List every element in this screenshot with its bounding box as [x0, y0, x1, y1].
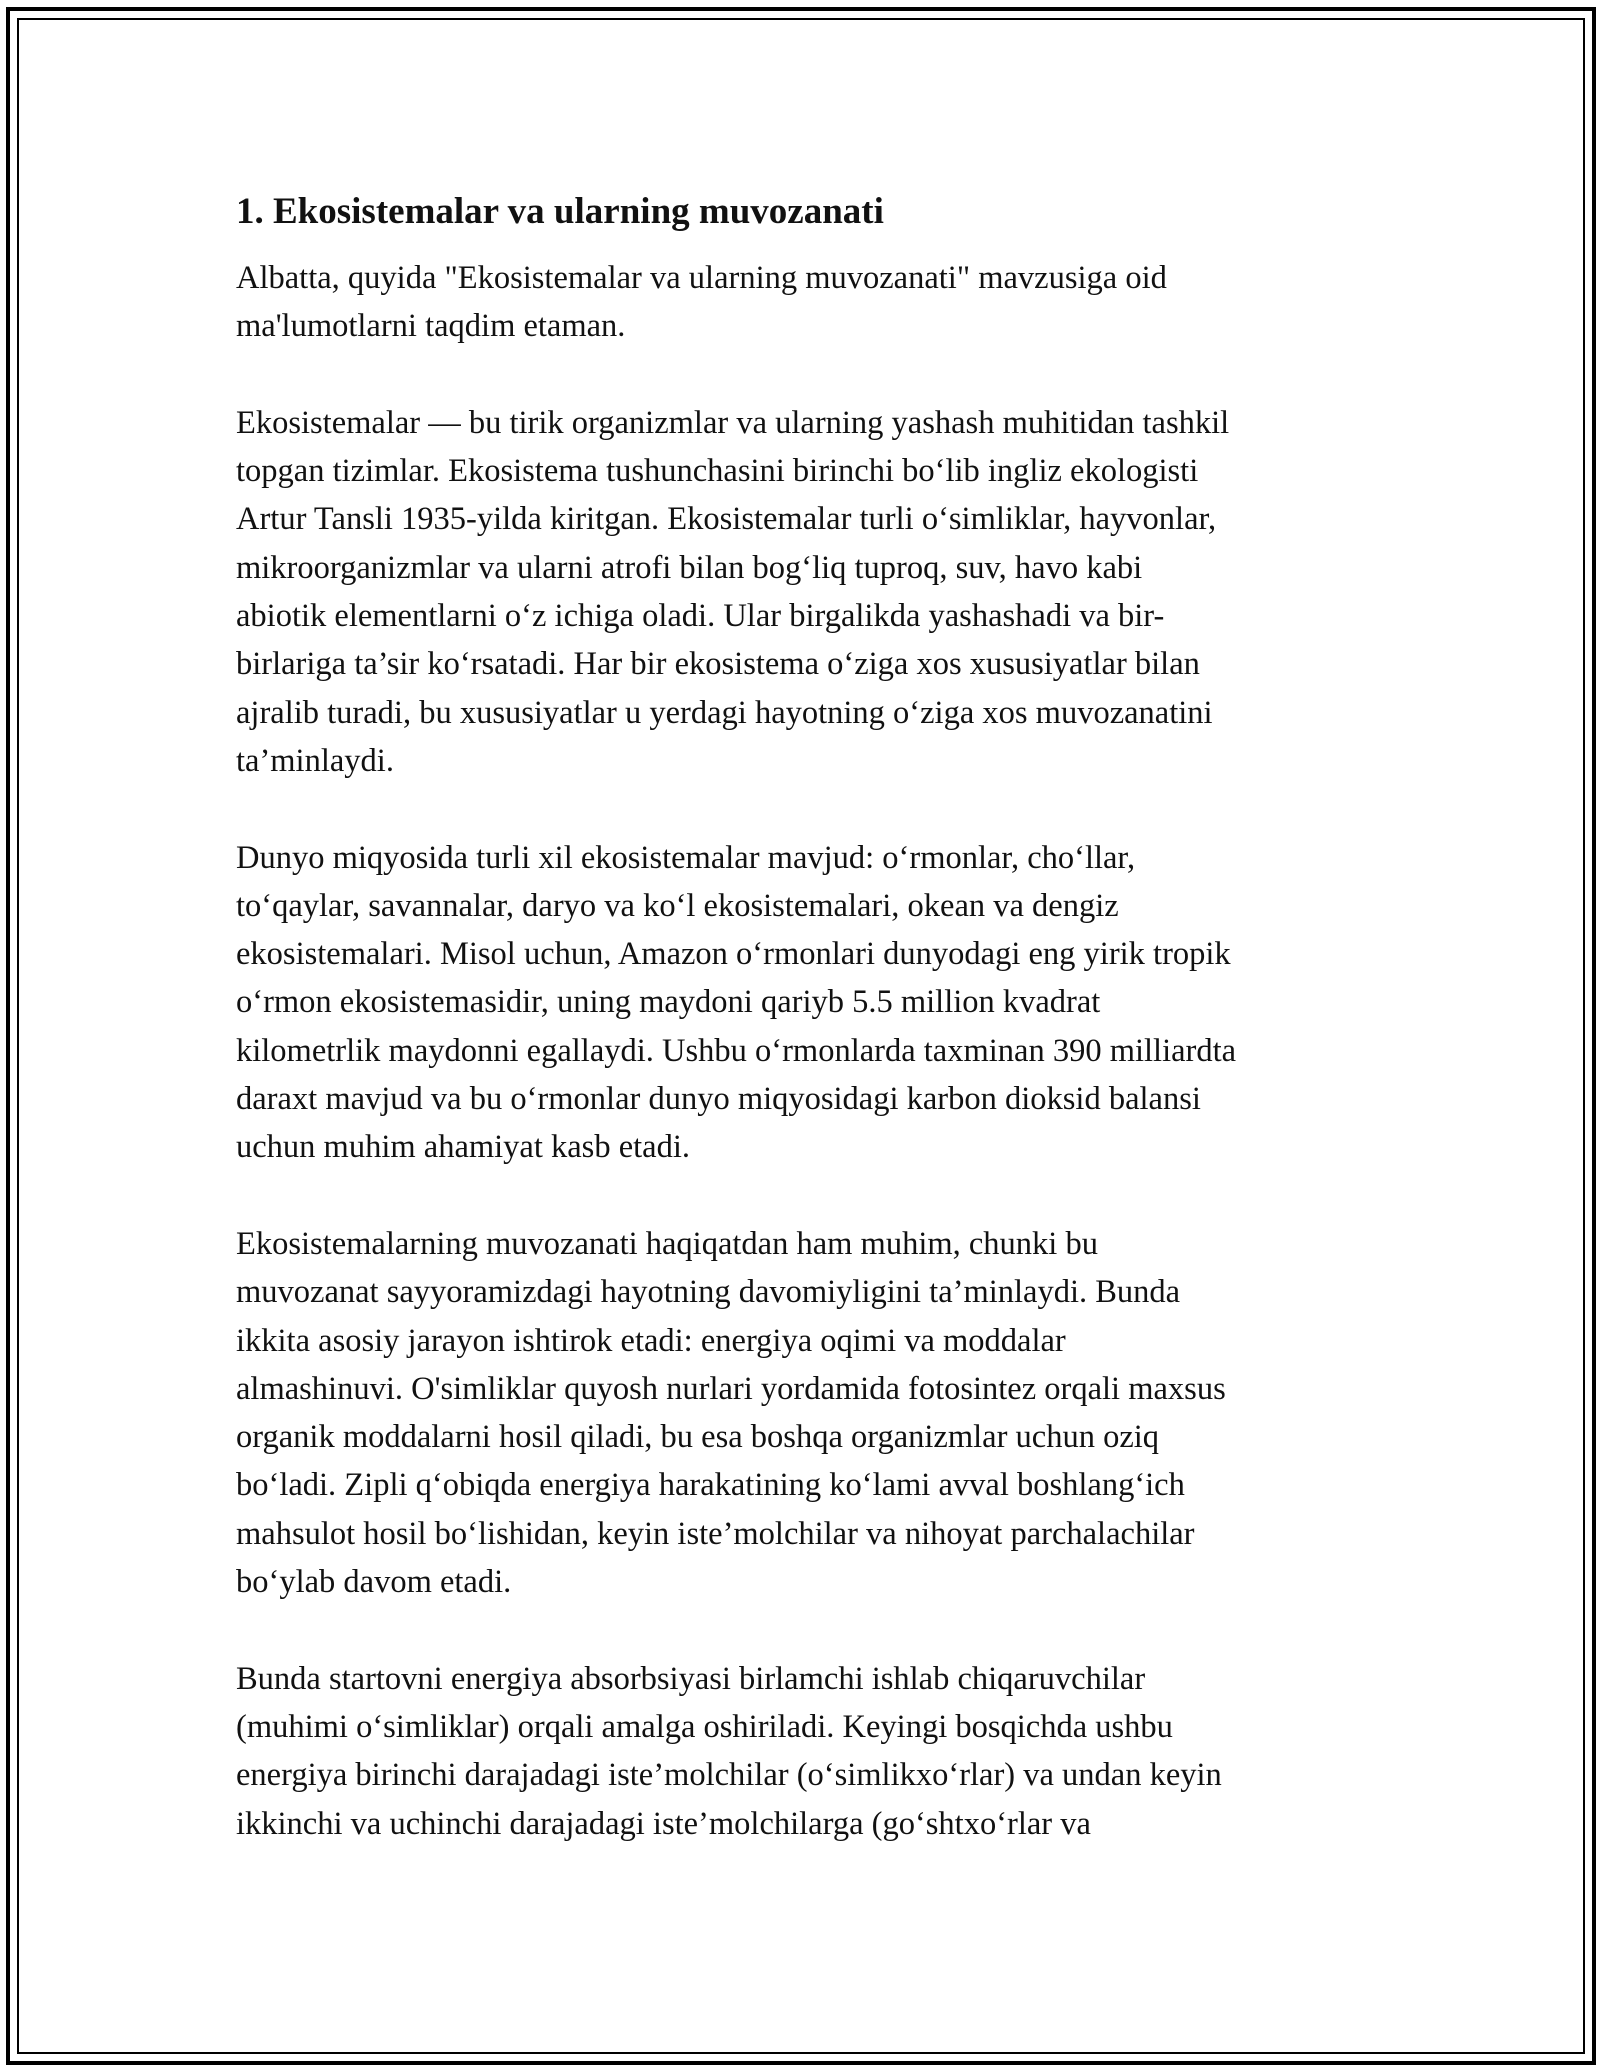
paragraph-world-ecosystems	[236, 834, 1376, 1172]
paragraph-intro	[236, 254, 1376, 351]
text-line: kilometrlik maydonni egallaydi. Ushbu o‘rmonlarda taxminan 390 milliardta	[236, 1032, 1237, 1069]
text-line: ekosistemalari. Misol uchun, Amazon o‘rmonlari dunyodagi eng yirik tropik	[236, 936, 1231, 973]
paragraph-gap	[236, 1172, 1376, 1220]
text-line: Albatta, quyida "Ekosistemalar va ularning muvozanati" mavzusiga oid	[236, 260, 1167, 296]
text-line: ma'lumotlarni taqdim etaman.	[236, 308, 626, 345]
text-line: ta’minlaydi.	[236, 742, 394, 779]
paragraph-gap	[236, 351, 1376, 399]
text-line: energiya birinchi darajadagi iste’molchilar (o‘simlikxo‘rlar) va undan keyin	[236, 1757, 1222, 1794]
text-line: bo‘ylab davom etadi.	[236, 1564, 512, 1601]
text-line: ikkita asosiy jarayon ishtirok etadi: energiya oqimi va moddalar	[236, 1322, 1066, 1359]
text-line: ajralib turadi, bu xususiyatlar u yerdagi hayotning o‘ziga xos muvozanatini	[236, 694, 1213, 731]
text-line: bo‘ladi. Zipli q‘obiqda energiya harakatining ko‘lami avval boshlang‘ich	[236, 1467, 1185, 1504]
text-line: o‘rmon ekosistemasidir, uning maydoni qariyb 5.5 million kvadrat	[236, 984, 1101, 1021]
text-line: ikkinchi va uchinchi darajadagi iste’molchilarga (go‘shtxo‘rlar va	[236, 1805, 1091, 1842]
text-line: Bunda startovni energiya absorbsiyasi birlamchi ishlab chiqaruvchilar	[236, 1660, 1146, 1697]
text-line: to‘qaylar, savannalar, daryo va ko‘l ekosistemalari, okean va dengiz	[236, 887, 1119, 924]
text-line: organik moddalarni hosil qiladi, bu esa boshqa organizmlar uchun oziq	[236, 1419, 1160, 1456]
paragraph-balance	[236, 1220, 1376, 1606]
paragraph-gap	[236, 785, 1376, 833]
text-line: daraxt mavjud va bu o‘rmonlar dunyo miqyosidagi karbon dioksid balansi	[236, 1081, 1201, 1118]
document-title: 1. Ekosistemalar va ularning muvozanati	[236, 191, 884, 232]
text-line: mahsulot hosil bo‘lishidan, keyin iste’molchilar va nihoyat parchalachilar	[236, 1515, 1195, 1552]
text-line: (muhimi o‘simliklar) orqali amalga oshiriladi. Keyingi bosqichda ushbu	[236, 1708, 1173, 1745]
text-line: muvozanat sayyoramizdagi hayotning davomiyligini ta’minlaydi. Bunda	[236, 1274, 1181, 1311]
text-line: topgan tizimlar. Ekosistema tushunchasini birinchi bo‘lib ingliz ekologisti	[236, 453, 1199, 490]
text-line: mikroorganizmlar va ularni atrofi bilan bog‘liq tuproq, suv, havo kabi	[236, 549, 1143, 586]
paragraph-gap	[236, 1606, 1376, 1654]
text-line: Ekosistemalarning muvozanati haqiqatdan ham muhim, chunki bu	[236, 1225, 1098, 1262]
text-line: abiotik elementlarni o‘z ichiga oladi. Ular birgalikda yashashadi va bir-	[236, 598, 1165, 635]
text-line: Dunyo miqyosida turli xil ekosistemalar mavjud: o‘rmonlar, cho‘llar,	[236, 839, 1136, 876]
paragraph-energy-flow	[236, 1655, 1376, 1848]
text-line: Artur Tansli 1935-yilda kiritgan. Ekosistemalar turli o‘simliklar, hayvonlar,	[236, 501, 1217, 538]
text-line: Ekosistemalar — bu tirik organizmlar va ularning yashash muhitidan tashkil	[236, 404, 1230, 441]
document-body	[236, 186, 1376, 1848]
text-line: almashinuvi. O'simliklar quyosh nurlari yordamida fotosintez orqali maxsus	[236, 1370, 1226, 1407]
text-line: birlariga ta’sir ko‘rsatadi. Har bir ekosistema o‘ziga xos xususiyatlar bilan	[236, 646, 1200, 683]
text-line: uchun muhim ahamiyat kasb etadi.	[236, 1129, 690, 1166]
paragraph-definition	[236, 399, 1376, 785]
